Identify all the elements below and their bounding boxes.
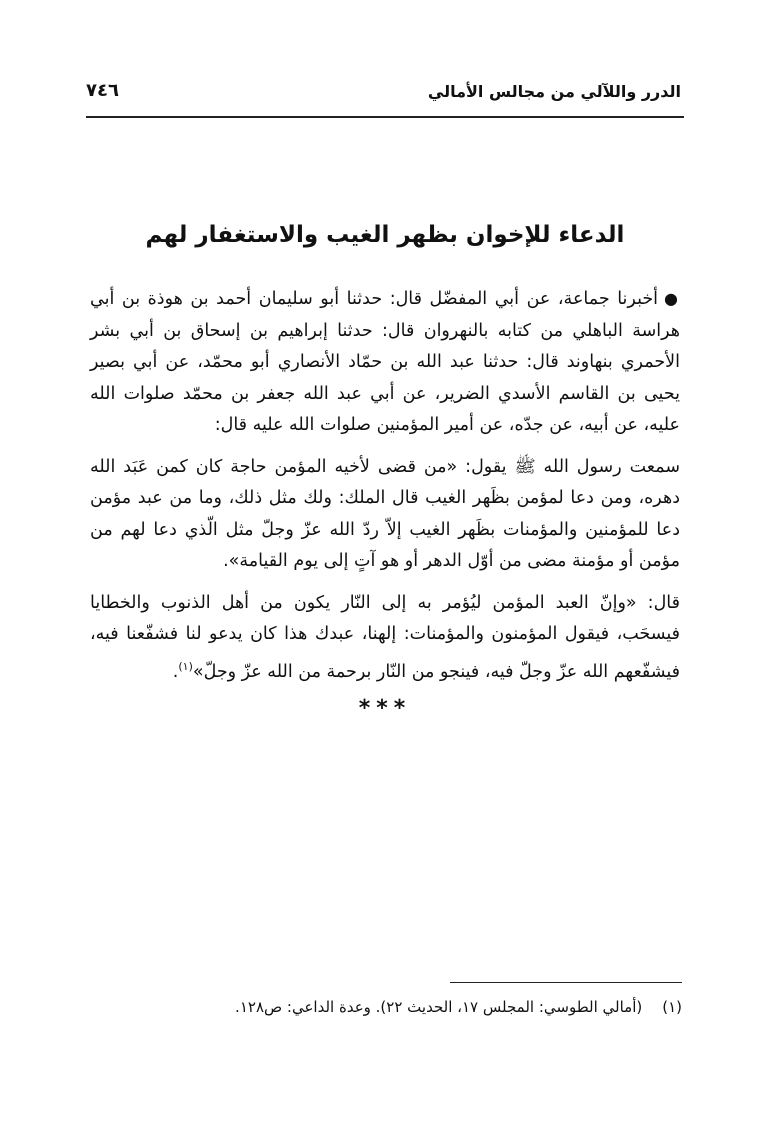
footnote-reference[interactable]: (١) <box>178 659 193 673</box>
header-rule <box>86 116 684 118</box>
chapter-title: الدعاء للإخوان بظهر الغيب والاستغفار لهم <box>145 222 625 248</box>
paragraph-chain-of-narration <box>90 283 680 442</box>
paragraph-hadith: سمعت رسول الله ﷺ يقول: «من قضى لأخيه المؤمن حاجة كان كمن عَبَد الله دهره، ومن دعا لمؤمن بظَهر الغيب قال الملك: ولك مثل ذلك، وما من عبد مؤمن دعا للمؤمنين والمؤمنات بظَهر الغيب إلاّ ردّ الله عزّ وجلّ مثل الّذي دعا لهم من مؤمن أو مؤمنة مضى من أوّل الدهر أو هو آتٍ إلى يوم القيامة». <box>90 456 680 571</box>
running-head-title: الدرر واللآلي من مجالس الأمالي <box>427 82 681 101</box>
running-head <box>86 80 681 114</box>
paragraph-3-text: قال: «وإنّ العبد المؤمن ليُؤمر به إلى النّار يكون من أهل الذنوب والخطايا فيسحَب، فيقول المؤمنون والمؤمنات: إلهنا، عبدك هذا كان يدعو لنا فشفّعنا فيه، فيشفّعهم الله عزّ وجلّ فيه، فينجو من النّار برحمة من الله عزّ وجلّ» <box>90 592 680 682</box>
page-number: ٧٤٦ <box>86 80 119 101</box>
footnote-text: (أمالي الطوسي: المجلس ١٧، الحديث ٢٢). وعدة الداعي: ص١٢٨. <box>235 998 643 1016</box>
paragraph-1-text: أخبرنا جماعة، عن أبي المفضّل قال: حدثنا أبو سليمان أحمد بن هوذة بن أبي هراسة الباهلي من كتابه بالنهروان قال: حدثنا إبراهيم بن إسحاق بن أبي بشر الأحمري بنهاوند قال: حدثنا عبد الله بن حمّاد الأنصاري أبو محمّد، عن أبي بصير يحيى بن القاسم الأسدي الضرير، عن أبي عبد الله جعفر بن محمّد صلوات الله عليه، عن أبيه، عن جدّه، عن أمير المؤمنين صلوات الله عليه قال: <box>90 289 680 435</box>
main-text <box>90 283 680 698</box>
footnote <box>90 998 682 1016</box>
footnote-mark: (١) <box>662 998 682 1016</box>
bullet-icon: ● <box>664 289 680 308</box>
footnote-rule <box>450 982 682 983</box>
paragraph-hadith-continued: قال: «وإنّ العبد المؤمن ليُؤمر به إلى النّار يكون من أهل الذنوب والخطايا فيسحَب، فيقول المؤمنون والمؤمنات: إلهنا، عبدك هذا كان يدعو لنا فشفّعنا فيه، فيشفّعهم الله عزّ وجلّ فيه، فينجو من النّار برحمة من الله عزّ وجلّ»$^{(١)}$. <box>90 592 680 682</box>
section-separator: *** <box>358 696 412 721</box>
